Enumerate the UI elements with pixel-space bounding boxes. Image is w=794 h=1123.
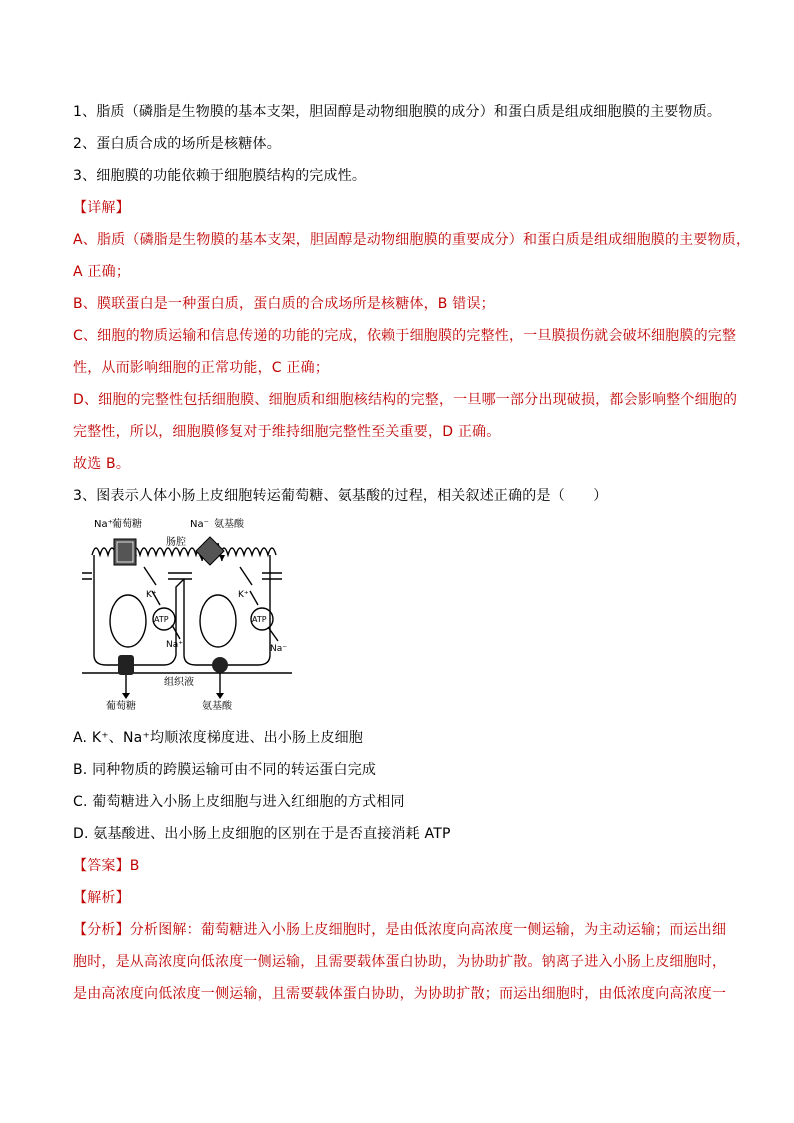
label-k-left: K⁺ (146, 590, 157, 600)
option-b: B. 同种物质的跨膜运输可由不同的转运蛋白完成 (73, 762, 377, 778)
question-3: 3、图表示人体小肠上皮细胞转运葡萄糖、氨基酸的过程，相关叙述正确的是（ ） (73, 488, 608, 504)
label-atp-right: ATP (252, 615, 267, 624)
label-na-mid: Na⁻ (190, 519, 209, 530)
label-na-out-left: Na⁺ (166, 640, 183, 650)
label-glucose-bottom: 葡萄糖 (106, 701, 136, 710)
label-na-out-right: Na⁻ (270, 644, 287, 654)
detail-b-line-1: B、膜联蛋白是一种蛋白质，蛋白质的合成场所是核糖体，B 错误； (73, 296, 495, 312)
detail-c-line-2: 性，从而影响细胞的正常功能，C 正确； (73, 360, 330, 376)
option-c: C. 葡萄糖进入小肠上皮细胞与进入红细胞的方式相同 (73, 794, 405, 810)
label-amino-top: 氨基酸 (214, 519, 244, 530)
detail-a-line-1: A、脂质（磷脂是生物膜的基本支架，胆固醇是动物细胞膜的重要成分）和蛋白质是组成细胞膜的主要物质， (73, 232, 751, 248)
amino-basal-carrier (212, 657, 228, 673)
point-2: 2、蛋白质合成的场所是核糖体。 (73, 136, 281, 152)
right-cell-outline (184, 555, 270, 665)
analysis-line-3: 是由高浓度向低浓度一侧运输，且需要载体蛋白协助，为协助扩散；而运出细胞时，由低浓度向高浓度一 (73, 986, 727, 1002)
glucose-basal-carrier (118, 655, 134, 675)
point-1: 1、脂质（磷脂是生物膜的基本支架，胆固醇是动物细胞膜的成分）和蛋白质是组成细胞膜的主要物质。 (73, 104, 722, 120)
detail-d-line-1: D、细胞的完整性包括细胞膜、细胞质和细胞核结构的完整，一旦哪一部分出现破损，都会影响整个细胞的 (73, 392, 738, 408)
label-glucose-top: 葡萄糖 (112, 519, 142, 530)
label-amino-bottom: 氨基酸 (202, 701, 232, 710)
analysis-line-1: 【分析】分析图解：葡萄糖进入小肠上皮细胞时，是由低浓度向高浓度一侧运输，为主动运输；而运出细 (73, 922, 727, 938)
label-atp-left: ATP (154, 615, 169, 624)
detail-header: 【详解】 (73, 200, 130, 216)
left-nucleus (110, 595, 146, 647)
analysis-header: 【解析】 (73, 890, 130, 906)
detail-c-line-1: C、细胞的物质运输和信息传递的功能的完成，依赖于细胞膜的完整性，一旦膜损伤就会破坏细胞膜的完整 (73, 328, 737, 344)
amino-carrier (196, 537, 224, 565)
label-k-right: K⁺ (238, 590, 249, 600)
answer-label: 【答案】B (73, 858, 140, 874)
detail-a-line-2: A 正确； (73, 264, 131, 280)
point-3: 3、细胞膜的功能依赖于细胞膜结构的完成性。 (73, 168, 367, 184)
right-nucleus (200, 595, 236, 647)
option-d: D. 氨基酸进、出小肠上皮细胞的区别在于是否直接消耗 ATP (73, 826, 451, 842)
detail-d-line-2: 完整性，所以，细胞膜修复对于维持细胞完整性至关重要，D 正确。 (73, 424, 501, 440)
cell-transport-diagram (72, 515, 302, 710)
option-a: A. K⁺、Na⁺均顺浓度梯度进、出小肠上皮细胞 (73, 730, 364, 746)
choose-answer: 故选 B。 (73, 456, 131, 472)
label-lumen: 肠腔 (166, 537, 186, 548)
label-tissue-fluid: 组织液 (164, 677, 194, 688)
label-na-left: Na⁺ (94, 519, 113, 530)
analysis-line-2: 胞时，是从高浓度向低浓度一侧运输，且需要载体蛋白协助，为协助扩散。钠离子进入小肠上皮细胞时， (73, 954, 727, 970)
